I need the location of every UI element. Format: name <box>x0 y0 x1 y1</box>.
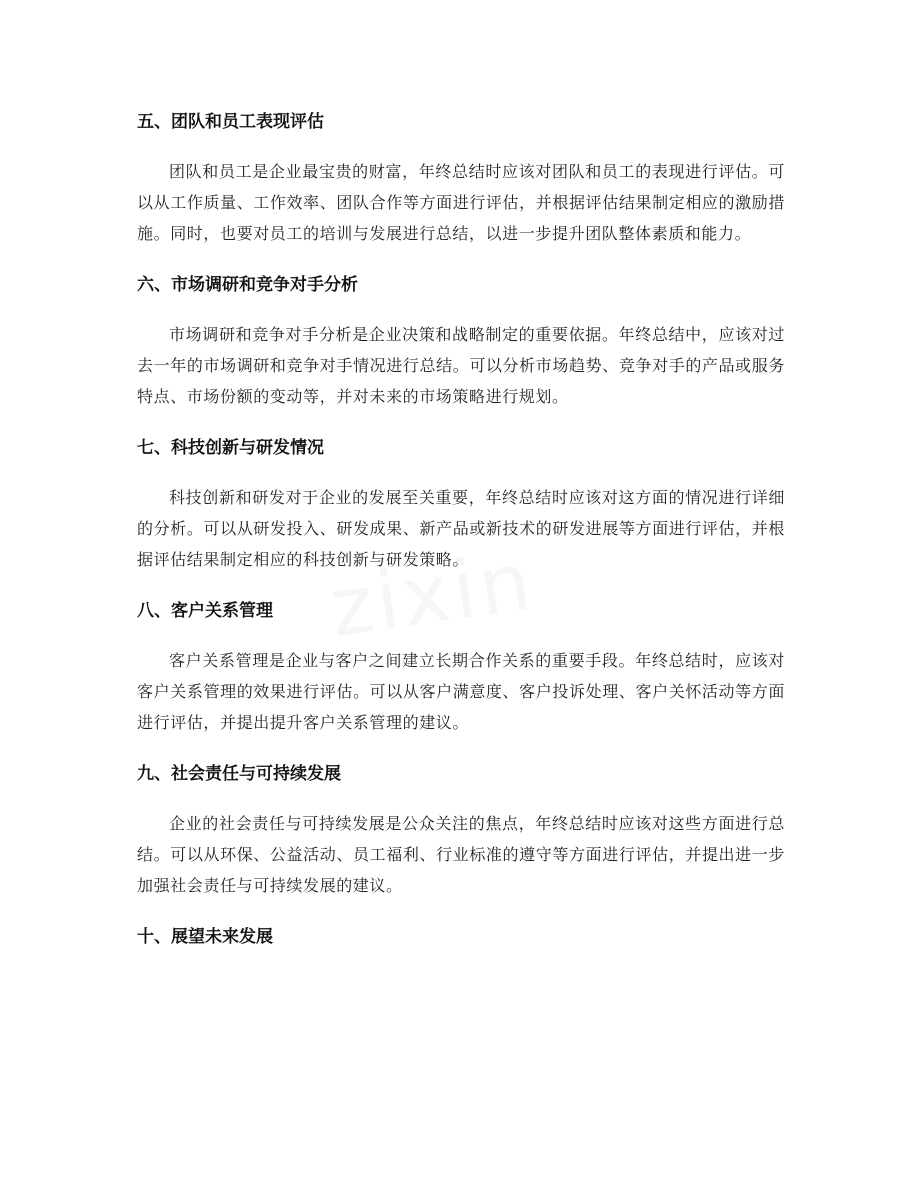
section-paragraph: 市场调研和竞争对手分析是企业决策和战略制定的重要依据。年终总结中，应该对过去一年的市场调研和竞争对手情况进行总结。可以分析市场趋势、竞争对手的产品或服务特点、市场份额的变动等，并对未来的市场策略进行规划。 <box>137 325 785 406</box>
section-heading: 七、科技创新与研发情况 <box>137 438 324 458</box>
section-10 <box>137 923 785 951</box>
section-paragraph: 科技创新和研发对于企业的发展至关重要，年终总结时应该对这方面的情况进行详细的分析。可以从研发投入、研发成果、新产品或新技术的研发进展等方面进行评估，并根据评估结果制定相应的科技创新与研发策略。 <box>137 488 785 569</box>
section-6 <box>137 271 785 412</box>
section-heading: 九、社会责任与可持续发展 <box>137 764 341 784</box>
section-8 <box>137 597 785 738</box>
document-body <box>137 108 785 971</box>
section-heading: 八、客户关系管理 <box>137 601 273 621</box>
section-paragraph: 企业的社会责任与可持续发展是公众关注的焦点，年终总结时应该对这些方面进行总结。可以从环保、公益活动、员工福利、行业标准的遵守等方面进行评估，并提出进一步加强社会责任与可持续发展的建议。 <box>137 814 785 895</box>
section-paragraph: 团队和员工是企业最宝贵的财富，年终总结时应该对团队和员工的表现进行评估。可以从工作质量、工作效率、团队合作等方面进行评估，并根据评估结果制定相应的激励措施。同时，也要对员工的培训与发展进行总结，以进一步提升团队整体素质和能力。 <box>137 162 785 243</box>
section-5 <box>137 108 785 249</box>
section-heading: 五、团队和员工表现评估 <box>137 112 324 132</box>
section-paragraph: 客户关系管理是企业与客户之间建立长期合作关系的重要手段。年终总结时，应该对客户关系管理的效果进行评估。可以从客户满意度、客户投诉处理、客户关怀活动等方面进行评估，并提出提升客户关系管理的建议。 <box>137 651 785 732</box>
section-heading: 六、市场调研和竞争对手分析 <box>137 275 358 295</box>
section-7 <box>137 434 785 575</box>
section-heading: 十、展望未来发展 <box>137 927 273 947</box>
section-9 <box>137 760 785 901</box>
